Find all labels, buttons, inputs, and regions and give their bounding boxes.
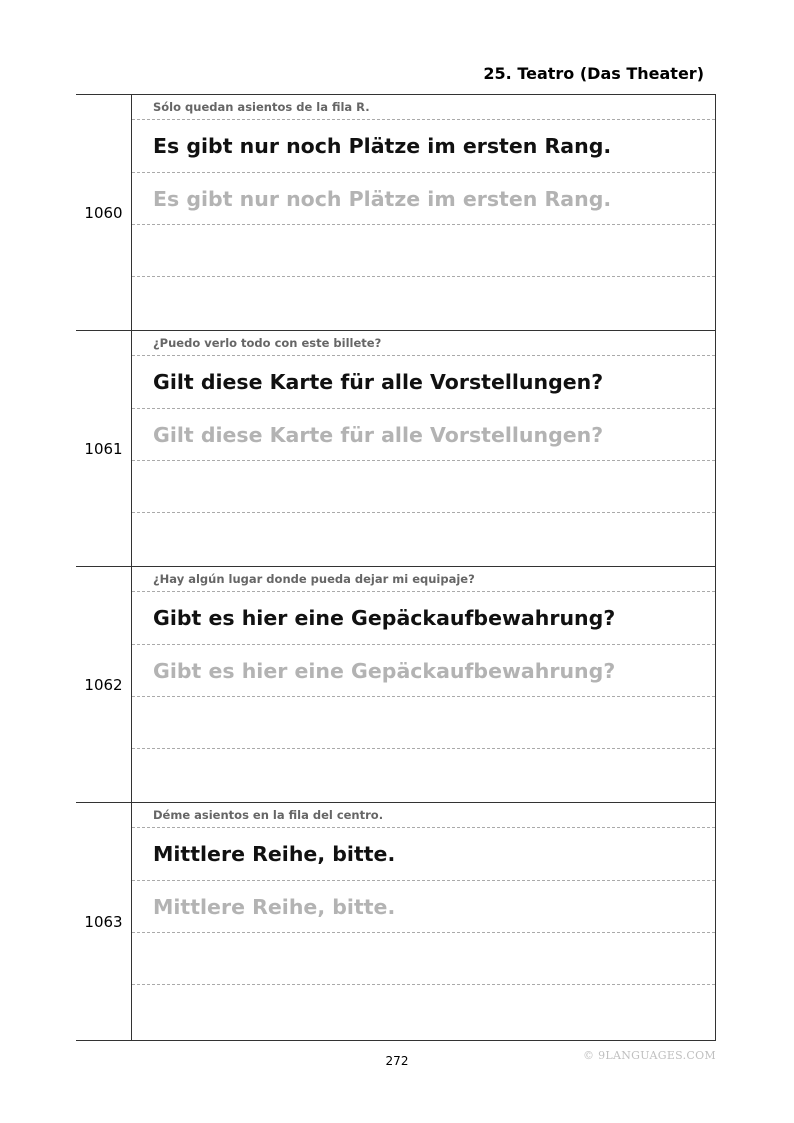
blank-writing-line [132, 933, 715, 985]
sentence-number: 1061 [76, 331, 132, 566]
german-trace-line: Gibt es hier eine Gepäckaufbewahrung? [132, 645, 715, 697]
sentence-entry [76, 567, 716, 803]
blank-writing-line [132, 225, 715, 277]
sentence-entry [76, 331, 716, 567]
german-sentence: Mittlere Reihe, bitte. [132, 828, 715, 881]
writing-lines [132, 567, 716, 802]
blank-writing-line [132, 277, 715, 329]
german-trace-line: Es gibt nur noch Plätze im ersten Rang. [132, 173, 715, 225]
german-trace-line: Mittlere Reihe, bitte. [132, 881, 715, 933]
blank-writing-line [132, 697, 715, 749]
page-title: 25. Teatro (Das Theater) [483, 64, 704, 83]
blank-writing-line [132, 985, 715, 1037]
german-sentence: Es gibt nur noch Plätze im ersten Rang. [132, 120, 715, 173]
spanish-prompt: Sólo quedan asientos de la fila R. [132, 95, 715, 120]
blank-writing-line [132, 461, 715, 513]
sentence-number: 1062 [76, 567, 132, 802]
spanish-prompt: ¿Hay algún lugar donde pueda dejar mi equipaje? [132, 567, 715, 592]
practice-sheet [76, 94, 716, 1041]
page-number: 272 [385, 1054, 409, 1068]
german-sentence: Gilt diese Karte für alle Vorstellungen? [132, 356, 715, 409]
sentence-number: 1060 [76, 95, 132, 330]
spanish-prompt: Déme asientos en la fila del centro. [132, 803, 715, 828]
copyright-notice: © 9LANGUAGES.COM [583, 1049, 716, 1062]
writing-lines [132, 331, 716, 566]
writing-lines [132, 803, 716, 1040]
german-sentence: Gibt es hier eine Gepäckaufbewahrung? [132, 592, 715, 645]
sentence-number: 1063 [76, 803, 132, 1040]
spanish-prompt: ¿Puedo verlo todo con este billete? [132, 331, 715, 356]
sentence-entry [76, 803, 716, 1040]
blank-writing-line [132, 749, 715, 801]
german-trace-line: Gilt diese Karte für alle Vorstellungen? [132, 409, 715, 461]
writing-lines [132, 95, 716, 330]
sentence-entry [76, 95, 716, 331]
blank-writing-line [132, 513, 715, 565]
